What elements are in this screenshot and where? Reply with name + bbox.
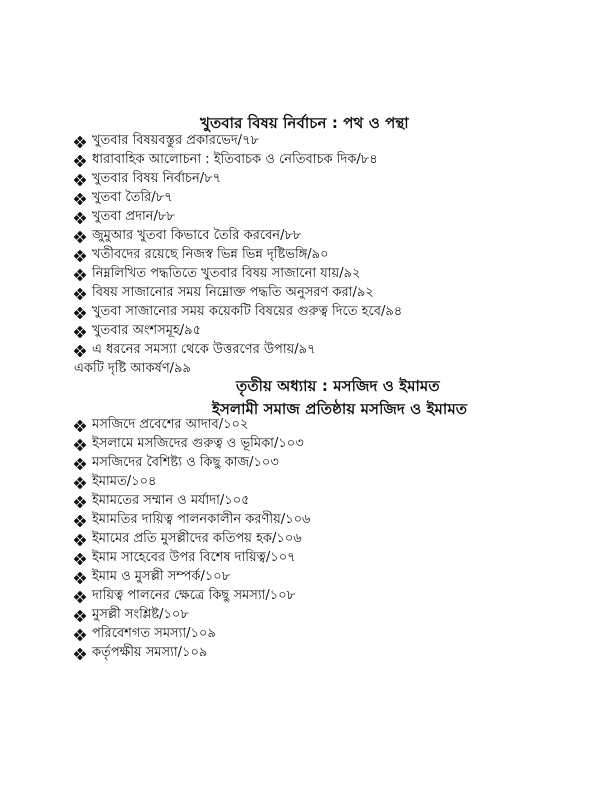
diamond-bullet-icon <box>74 174 86 186</box>
diamond-bullet-icon <box>74 155 86 167</box>
toc-entry-text: বিষয় সাজানোর সময় নিম্নোক্ত পদ্ধতি অনুসরণ করা/৯২ <box>92 285 374 300</box>
diamond-bullet-icon <box>74 572 86 584</box>
diamond-bullet-icon <box>74 307 86 319</box>
toc-entry-text: মসজিদের বৈশিষ্ট্য ও কিছু কাজ/১০৩ <box>92 455 279 470</box>
toc-item <box>74 492 311 511</box>
diamond-bullet-icon <box>74 345 86 357</box>
toc-item <box>74 644 311 663</box>
diamond-bullet-icon <box>74 326 86 338</box>
toc-item <box>74 151 402 170</box>
toc-entry-text: পরিবেশগত সমস্যা/১০৯ <box>92 626 216 641</box>
toc-entry-text: খতীবদের রয়েছে নিজস্ব ভিন্ন ভিন্ন দৃষ্টিভঙ্গি/৯০ <box>92 247 329 262</box>
diamond-bullet-icon <box>74 250 86 262</box>
toc-item <box>74 625 311 644</box>
chapter-subheading: ইসলামী সমাজ প্রতিষ্ঠায় মসজিদ ও ইমামত <box>212 400 468 418</box>
toc-entry-text: ইমামত/১০৪ <box>92 474 157 489</box>
diamond-bullet-icon <box>74 496 86 508</box>
diamond-bullet-icon <box>74 212 86 224</box>
toc-item <box>74 341 402 360</box>
diamond-bullet-icon <box>74 515 86 527</box>
diamond-bullet-icon <box>74 288 86 300</box>
toc-item <box>74 246 402 265</box>
toc-item <box>74 189 402 208</box>
toc-item <box>74 549 311 568</box>
toc-item <box>74 530 311 549</box>
diamond-bullet-icon <box>74 477 86 489</box>
toc-entry-text: কর্তৃপক্ষীয় সমস্যা/১০৯ <box>92 645 208 660</box>
toc-item <box>74 322 402 341</box>
toc-list-section1 <box>74 132 402 379</box>
diamond-bullet-icon <box>74 136 86 148</box>
diamond-bullet-icon <box>74 439 86 451</box>
chapter-heading: তৃতীয় অধ্যায় : মসজিদ ও ইমামত <box>236 377 440 395</box>
section-heading: খুতবার বিষয় নির্বাচন : পথ ও পন্থা <box>200 114 409 132</box>
toc-entry-text: মসজিদে প্রবেশের আদাব/১০২ <box>92 417 249 432</box>
diamond-bullet-icon <box>74 269 86 281</box>
toc-list-chapter3 <box>74 416 311 663</box>
toc-entry-text: খুতবার বিষয়বস্তুর প্রকারভেদ/৭৮ <box>92 133 259 148</box>
toc-item <box>74 606 311 625</box>
toc-item <box>74 170 402 189</box>
diamond-bullet-icon <box>74 610 86 622</box>
diamond-bullet-icon <box>74 458 86 470</box>
toc-entry-text: ইমামতের সম্মান ও মর্যাদা/১০৫ <box>92 493 250 508</box>
toc-entry-text: একটি দৃষ্টি আকর্ষণ/৯৯ <box>74 361 191 376</box>
toc-item <box>74 208 402 227</box>
diamond-bullet-icon <box>74 420 86 432</box>
toc-entry-text: এ ধরনের সমস্যা থেকে উত্তরণের উপায়/৯৭ <box>92 342 316 357</box>
toc-item <box>74 303 402 322</box>
toc-entry-text: ইসলামে মসজিদের গুরুত্ব ও ভূমিকা/১০৩ <box>92 436 304 451</box>
toc-entry-text: জুমুআর খুতবা কিভাবে তৈরি করবেন/৮৮ <box>92 228 302 243</box>
diamond-bullet-icon <box>74 591 86 603</box>
toc-item <box>74 473 311 492</box>
toc-entry-text: ধারাবাহিক আলোচনা : ইতিবাচক ও নেতিবাচক দিক/৮৪ <box>92 152 378 167</box>
toc-entry-text: খুতবার অংশসমূহ/৯৫ <box>92 323 202 338</box>
toc-entry-text: ইমামতির দায়িত্ব পালনকালীন করণীয়/১০৬ <box>92 512 311 527</box>
toc-entry-text: খুতবা প্রদান/৮৮ <box>92 209 175 224</box>
diamond-bullet-icon <box>74 553 86 565</box>
toc-item <box>74 454 311 473</box>
diamond-bullet-icon <box>74 193 86 205</box>
toc-item <box>74 568 311 587</box>
toc-entry-text: খুতবার বিষয় নির্বাচন/৮৭ <box>92 171 222 186</box>
toc-item <box>74 227 402 246</box>
toc-entry-text: ইমাম সাহেবের উপর বিশেষ দায়িত্ব/১০৭ <box>92 550 296 565</box>
toc-item <box>74 435 311 454</box>
toc-entry-text: খুতবা তৈরি/৮৭ <box>92 190 173 205</box>
toc-item <box>74 265 402 284</box>
toc-entry-text: মুসল্লী সংশ্লিষ্ট/১০৮ <box>92 607 189 622</box>
toc-entry-text: ইমামের প্রতি মুসল্লীদের কতিপয় হক/১০৬ <box>92 531 302 546</box>
diamond-bullet-icon <box>74 231 86 243</box>
toc-entry-text: খুতবা সাজানোর সময় কয়েকটি বিষয়ের গুরুত্ব দিতে হবে/৯৪ <box>92 304 403 319</box>
toc-entry-text: দায়িত্ব পালনের ক্ষেত্রে কিছু সমস্যা/১০৮ <box>92 588 296 603</box>
toc-item <box>74 416 311 435</box>
toc-entry-text: নিম্নলিখিত পদ্ধতিতে খুতবার বিষয় সাজানো যায়/৯২ <box>92 266 361 281</box>
toc-item <box>74 587 311 606</box>
toc-item <box>74 284 402 303</box>
diamond-bullet-icon <box>74 629 86 641</box>
toc-item <box>74 511 311 530</box>
toc-entry-text: ইমাম ও মুসল্লী সম্পর্ক/১০৮ <box>92 569 231 584</box>
diamond-bullet-icon <box>74 648 86 660</box>
toc-item <box>74 132 402 151</box>
diamond-bullet-icon <box>74 534 86 546</box>
